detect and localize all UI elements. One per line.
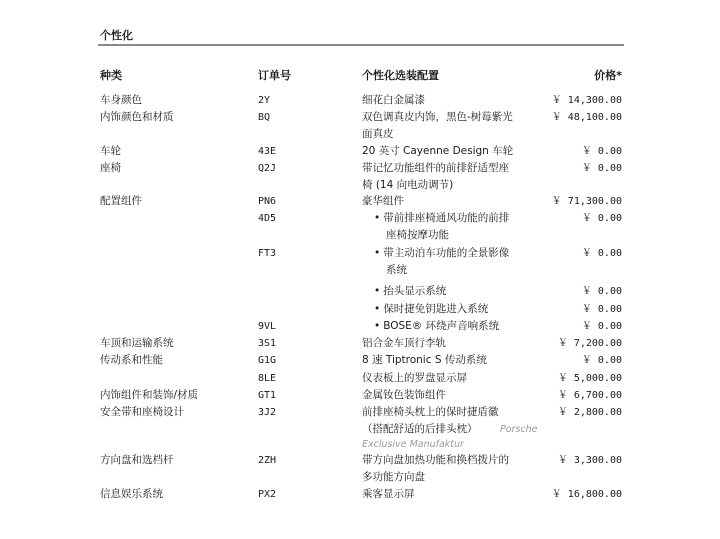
row-price: ￥ 6,700.00	[557, 390, 622, 401]
row-price: ￥ 0.00	[581, 321, 622, 332]
row-code: GT1	[258, 390, 277, 401]
row-category: 车轮	[100, 145, 121, 157]
row-option: • 保时捷免钥匙进入系统	[374, 301, 540, 318]
header-price: 价格*	[594, 69, 622, 82]
row-option: 8 速 Tiptronic S 传动系统	[362, 354, 487, 366]
row-price: ￥ 71,300.00	[551, 196, 622, 207]
row-price: ￥ 0.00	[581, 146, 622, 157]
row-code: BQ	[258, 112, 271, 123]
row-code: 2ZH	[258, 455, 277, 466]
row-category: 车身颜色	[100, 94, 142, 106]
row-option: 铝合金车顶行李轨	[362, 337, 446, 349]
row-code: 43E	[258, 146, 277, 157]
header-code: 订单号	[258, 69, 291, 82]
row-option: 乘客显示屏	[362, 488, 415, 500]
row-price: ￥ 3,300.00	[557, 455, 622, 466]
row-price: ￥ 0.00	[581, 304, 622, 315]
row-category: 内饰组件和装饰/材质	[100, 389, 199, 401]
row-category: 信息娱乐系统	[100, 488, 163, 500]
row-option: 前排座椅头枕上的保时捷盾徽	[362, 406, 499, 418]
row-category: 安全带和座椅设计	[100, 406, 184, 418]
row-option: 金属钕色装饰组件	[362, 389, 446, 401]
row-option: 带方向盘加热功能和换档拨片的	[362, 454, 509, 466]
row-price: ￥ 48,100.00	[551, 112, 622, 123]
row-category: 座椅	[100, 162, 121, 174]
row-price: ￥ 0.00	[581, 248, 622, 259]
row-code: 9VL	[258, 321, 277, 332]
row-category: 内饰颜色和材质	[100, 111, 174, 123]
row-option-cont: （搭配舒适的后排头枕）	[362, 423, 478, 435]
row-category: 方向盘和选档杆	[100, 454, 174, 466]
header-category: 种类	[100, 69, 122, 82]
row-price: ￥ 14,300.00	[551, 95, 622, 106]
brand-note: Porsche	[500, 424, 538, 435]
row-option-cont: 椅 (14 向电动调节)	[362, 179, 454, 191]
header-option: 个性化选装配置	[362, 69, 439, 82]
row-category: 配置组件	[100, 195, 142, 207]
row-option: 仪表板上的罗盘显示屏	[362, 372, 467, 384]
row-code: G1G	[258, 355, 277, 366]
row-code: 8LE	[258, 373, 277, 384]
row-price: ￥ 0.00	[581, 286, 622, 297]
row-price: ￥ 0.00	[581, 355, 622, 366]
row-code: 3S1	[258, 338, 277, 349]
row-option: • 抬头显示系统	[374, 283, 540, 300]
row-price: ￥ 5,000.00	[557, 373, 622, 384]
row-option: • 带主动泊车功能的全景影像	[374, 245, 540, 262]
row-option: 20 英寸 Cayenne Design 车轮	[362, 145, 514, 157]
row-code: PX2	[258, 489, 277, 500]
row-option: • BOSE® 环绕声音响系统	[374, 318, 540, 335]
row-code: FT3	[258, 248, 277, 259]
row-option: 双色调真皮内饰，黑色-树莓紫光	[362, 111, 513, 123]
row-category: 车顶和运输系统	[100, 337, 174, 349]
section-title: 个性化	[100, 29, 133, 42]
row-price: ￥ 0.00	[581, 213, 622, 224]
row-option: 带记忆功能组件的前排舒适型座	[362, 162, 509, 174]
row-code: 2Y	[258, 95, 271, 106]
row-option: 豪华组件	[362, 195, 404, 207]
row-option-cont: 系统	[386, 264, 407, 276]
row-price: ￥ 7,200.00	[557, 338, 622, 349]
row-option-cont: 面真皮	[362, 128, 394, 140]
row-option-cont: 座椅按摩功能	[386, 229, 449, 241]
section-divider	[98, 44, 624, 46]
row-price: ￥ 0.00	[581, 163, 622, 174]
row-option-cont: 多功能方向盘	[362, 471, 425, 483]
row-category: 传动系和性能	[100, 354, 163, 366]
row-code: 3J2	[258, 407, 277, 418]
row-option: 细花白金属漆	[362, 94, 425, 106]
row-code: 4D5	[258, 213, 277, 224]
brand-note: Exclusive Manufaktur	[362, 439, 464, 450]
row-price: ￥ 16,800.00	[551, 489, 622, 500]
row-code: Q2J	[258, 163, 277, 174]
row-price: ￥ 2,800.00	[557, 407, 622, 418]
row-code: PN6	[258, 196, 277, 207]
row-option: • 带前排座椅通风功能的前排	[374, 210, 540, 227]
